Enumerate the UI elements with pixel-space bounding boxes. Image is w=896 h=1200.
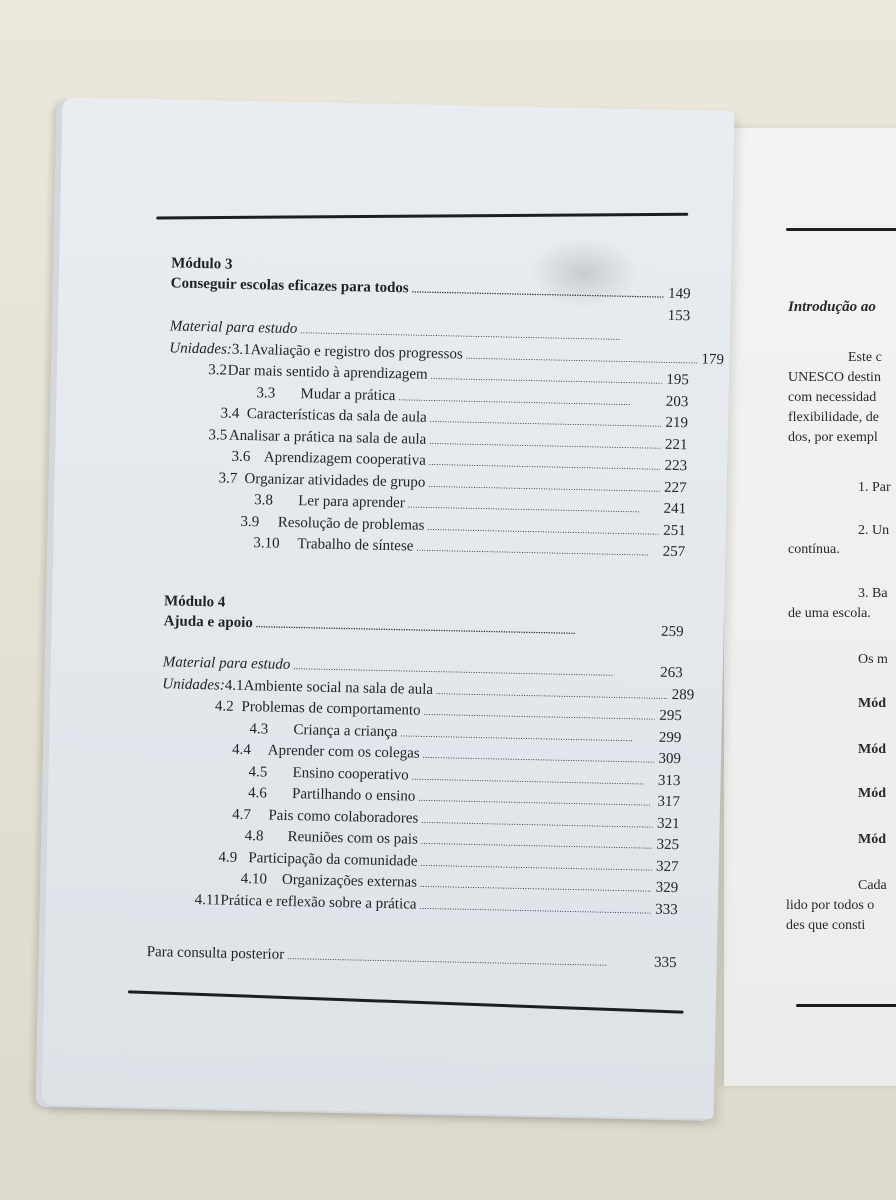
unit-number: 4.3 [249, 720, 269, 738]
page-number: 289 [671, 686, 695, 703]
unit-number: 4.5 [248, 763, 268, 781]
unit-number: 4.7 [231, 806, 252, 823]
units-label [168, 416, 221, 417]
unit-number: 3.1 [231, 341, 251, 358]
unit-number: 3.3 [256, 384, 276, 402]
right-line: dos, por exempl [788, 430, 878, 445]
units-label [158, 903, 195, 904]
units-label [165, 545, 253, 547]
module-4-label: Módulo 4 [163, 592, 226, 611]
page-number [666, 341, 690, 342]
page-number: 327 [655, 858, 679, 875]
units-label: Unidades: [162, 675, 226, 694]
units-label: Unidades: [169, 339, 233, 358]
right-line: Mód [858, 742, 886, 757]
module-4-block [158, 591, 695, 921]
units-label [161, 731, 249, 733]
module-3-title: Conseguir escolas eficazes para todos [170, 275, 409, 297]
right-line: UNESCO destin [788, 370, 881, 385]
right-top-rule [786, 228, 896, 231]
material-label: Material para estudo [162, 654, 291, 673]
unit-title: Prática e reflexão sobre a prática [220, 892, 417, 913]
units-label [158, 881, 240, 883]
page-number: 221 [664, 436, 688, 453]
unit-title: Partilhando o ensino [291, 786, 416, 805]
left-page [42, 97, 735, 1119]
unit-title: Organizar atividades de grupo [244, 470, 426, 491]
unit-number: 4.6 [247, 785, 268, 802]
right-line: Mód [858, 832, 886, 847]
unit-title: Dar mais sentido à aprendizagem [227, 362, 428, 383]
units-label [160, 817, 232, 819]
unit-title: Pais como colaboradores [268, 807, 419, 827]
unit-title: Mudar a prática [300, 385, 396, 404]
page-number: 333 [655, 901, 678, 918]
page-number: 223 [664, 457, 688, 475]
unit-number: 3.7 [218, 469, 238, 487]
page-number: 195 [666, 371, 690, 389]
further-reading-row [147, 942, 677, 975]
unit-number: 4.11 [194, 891, 221, 909]
unit-title: Resolução de problemas [277, 514, 425, 534]
right-line: 2. Un [858, 523, 890, 538]
unit-number: 4.2 [214, 698, 234, 715]
unit-title: Participação da comunidade [248, 849, 418, 870]
dot-leader [416, 537, 658, 564]
units-label [161, 752, 232, 753]
dot-leader [287, 945, 650, 974]
units-label [167, 481, 219, 482]
bottom-rule [128, 990, 684, 1013]
page-number: 219 [665, 414, 689, 432]
page-number: 295 [659, 707, 682, 725]
page-number: 329 [655, 879, 679, 897]
page-number: 325 [656, 836, 680, 854]
unit-title: Avaliação e registro dos progressos [250, 341, 463, 363]
units-label [159, 838, 245, 840]
right-line: Mód [858, 786, 886, 801]
dot-leader [419, 894, 651, 920]
right-line: Os m [858, 652, 888, 667]
units-label [168, 438, 209, 439]
units-label [168, 395, 256, 397]
page-number: 179 [701, 351, 725, 368]
unit-number: 3.6 [231, 448, 251, 466]
units-label [162, 709, 215, 710]
unit-title: Ambiente social na sala de aula [243, 677, 434, 698]
page-number: 257 [662, 543, 686, 561]
units-label [160, 774, 248, 776]
right-line: contínua. [788, 542, 840, 557]
material-label: Material para estudo [169, 318, 298, 338]
unit-number: 4.4 [231, 741, 252, 759]
page-number: 153 [667, 307, 691, 324]
page-number: 309 [658, 750, 682, 768]
right-line: Mód [858, 696, 886, 711]
page-number: 251 [663, 522, 686, 539]
units-label [160, 795, 248, 797]
top-rule [156, 213, 688, 220]
unit-title: Ensino cooperativo [292, 764, 409, 783]
unit-title: Aprendizagem cooperativa [263, 449, 427, 469]
table-of-contents [146, 253, 725, 974]
units-label [167, 459, 231, 460]
right-line: des que consti [786, 918, 866, 933]
unit-number: 3.4 [220, 405, 240, 422]
module-3-label: Módulo 3 [171, 255, 233, 273]
unit-title: Trabalho de síntese [297, 536, 414, 555]
module-3-block [165, 253, 725, 563]
unit-number: 3.9 [240, 513, 260, 530]
unit-number: 3.5 [208, 426, 228, 444]
page-number: 203 [665, 393, 689, 410]
unit-number: 4.10 [240, 870, 268, 888]
right-line: Este c [848, 350, 882, 365]
right-line: com necessidad [788, 390, 877, 405]
page-number: 317 [657, 793, 681, 811]
module-4-title: Ajuda e apoio [163, 612, 254, 631]
unit-title: Características da sala de aula [246, 406, 427, 426]
unit-title: Reuniões com os pais [287, 828, 419, 848]
right-line: Cada [858, 878, 887, 893]
module-3-units [165, 338, 725, 564]
module-4-units [158, 674, 695, 921]
unit-number: 3.2 [207, 362, 228, 379]
unit-number: 4.8 [244, 828, 264, 845]
further-reading-title: Para consulta posterior [146, 944, 285, 963]
page-number: 321 [656, 815, 680, 832]
unit-title: Criança a criança [293, 721, 398, 740]
page-number: 313 [657, 772, 681, 789]
right-line: flexibilidade, de [788, 410, 879, 425]
units-label [166, 524, 241, 526]
page-number: 149 [667, 285, 691, 303]
unit-number: 3.10 [253, 535, 280, 552]
page-number: 335 [653, 954, 677, 972]
unit-title: Ler para aprender [298, 493, 405, 512]
units-label [159, 860, 219, 861]
page-number: 241 [663, 500, 687, 518]
page-number: 259 [660, 623, 684, 640]
unit-number: 3.8 [254, 492, 274, 509]
right-heading: Introdução ao [788, 299, 876, 315]
page-number: 299 [658, 729, 682, 746]
unit-title: Problemas de comportamento [241, 698, 421, 719]
units-label [166, 502, 254, 504]
unit-number: 4.9 [218, 849, 238, 866]
right-line: lido por todos o [786, 898, 875, 913]
page-number: 227 [663, 479, 687, 496]
unit-title: Aprender com os colegas [267, 742, 420, 762]
unit-number: 4.1 [224, 677, 244, 694]
right-line: de uma escola. [788, 606, 871, 621]
right-page [724, 128, 896, 1086]
right-line: 3. Ba [858, 586, 888, 601]
unit-title: Organizações externas [281, 871, 418, 891]
right-bottom-rule [796, 1004, 896, 1007]
unit-title: Analisar a prática na sala de aula [228, 427, 427, 448]
units-label [169, 373, 208, 374]
page-number: 263 [660, 664, 683, 682]
right-line: 1. Par [858, 480, 891, 495]
